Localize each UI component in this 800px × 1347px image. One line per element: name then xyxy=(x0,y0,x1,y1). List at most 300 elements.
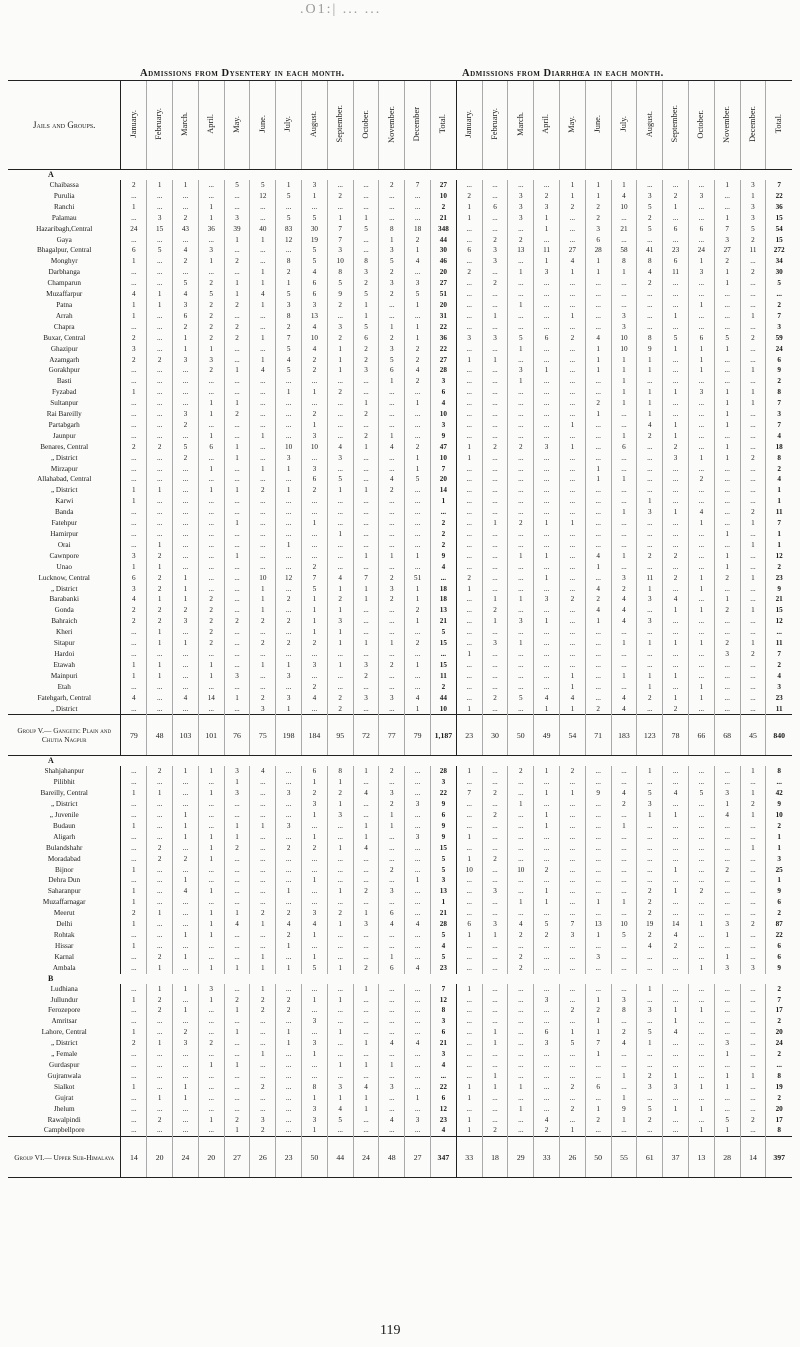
diarrhoea-month-cell: 1 xyxy=(663,1104,689,1115)
dysentery-month-cell: 4 xyxy=(121,289,147,300)
diarrhoea-month-cell: ... xyxy=(663,518,689,529)
diarrhoea-month-cell: ... xyxy=(508,507,534,518)
diarrhoea-month-cell: ... xyxy=(585,529,611,540)
diarrhoea-month-cell: 3 xyxy=(482,256,508,267)
dysentery-month-cell: ... xyxy=(173,376,199,387)
dysentery-month-cell: ... xyxy=(224,420,250,431)
jail-row xyxy=(8,267,792,278)
dysentery-month-header xyxy=(224,81,250,170)
diarrhoea-month-cell: ... xyxy=(456,682,482,693)
diarrhoea-month-cell: ... xyxy=(456,1104,482,1115)
dysentery-month-cell: ... xyxy=(121,453,147,464)
diarrhoea-month-cell: 3 xyxy=(740,963,766,974)
dysentery-month-cell: ... xyxy=(198,1125,224,1136)
diarrhoea-month-cell: ... xyxy=(688,1027,714,1038)
dysentery-total-cell: 1,187 xyxy=(431,715,457,756)
diarrhoea-month-cell: 3 xyxy=(637,1082,663,1093)
group-total-label: Group V.— Gangetic Plain and Chutia Nagpur xyxy=(8,715,121,756)
diarrhoea-total-cell: 9 xyxy=(766,799,792,810)
dysentery-month-cell: 5 xyxy=(353,322,379,333)
dysentery-month-cell: 2 xyxy=(250,908,276,919)
diarrhoea-month-cell: ... xyxy=(688,1049,714,1060)
dysentery-month-cell: ... xyxy=(147,464,173,475)
dysentery-month-cell: 1 xyxy=(302,191,328,202)
dysentery-month-cell: 1 xyxy=(302,420,328,431)
diarrhoea-month-cell: ... xyxy=(637,442,663,453)
dysentery-total-cell: 31 xyxy=(431,311,457,322)
dysentery-month-cell: 2 xyxy=(224,843,250,854)
dysentery-month-cell: ... xyxy=(147,431,173,442)
diarrhoea-month-cell: 71 xyxy=(585,715,611,756)
jail-row xyxy=(8,256,792,267)
diarrhoea-month-cell: ... xyxy=(534,638,560,649)
dysentery-month-cell: ... xyxy=(173,1049,199,1060)
dysentery-month-cell: 1 xyxy=(276,1038,302,1049)
diarrhoea-month-cell: 1 xyxy=(585,409,611,420)
dysentery-month-cell: 10 xyxy=(302,442,328,453)
diarrhoea-month-cell: 1 xyxy=(740,788,766,799)
dysentery-month-cell: ... xyxy=(173,908,199,919)
dysentery-month-cell: ... xyxy=(224,897,250,908)
dysentery-month-cell: 26 xyxy=(250,1137,276,1178)
dysentery-month-cell: 2 xyxy=(173,1027,199,1038)
diarrhoea-total-cell: 4 xyxy=(766,474,792,485)
diarrhoea-month-cell: ... xyxy=(559,584,585,595)
month-label: Total. xyxy=(438,114,448,134)
dysentery-total-cell: 10 xyxy=(431,191,457,202)
dysentery-month-cell: ... xyxy=(224,311,250,322)
jail-name: Gonda xyxy=(54,606,74,615)
diarrhoea-month-cell: 1 xyxy=(482,311,508,322)
diarrhoea-month-cell: 2 xyxy=(482,854,508,865)
dysentery-month-cell: 6 xyxy=(302,289,328,300)
diarrhoea-month-cell: ... xyxy=(534,453,560,464)
diarrhoea-month-cell: 1 xyxy=(559,788,585,799)
dysentery-month-cell: ... xyxy=(405,854,431,865)
dysentery-month-cell: ... xyxy=(224,638,250,649)
dysentery-month-cell: 4 xyxy=(302,693,328,704)
dysentery-total-cell: 15 xyxy=(431,638,457,649)
diarrhoea-month-cell: ... xyxy=(611,952,637,963)
dysentery-month-cell: ... xyxy=(353,897,379,908)
diarrhoea-total-cell: 9 xyxy=(766,365,792,376)
diarrhoea-month-cell: 1 xyxy=(688,1005,714,1016)
dysentery-month-cell: ... xyxy=(250,1038,276,1049)
dysentery-month-cell: 2 xyxy=(353,355,379,366)
dysentery-month-cell: 4 xyxy=(302,919,328,930)
dysentery-month-cell: 2 xyxy=(224,1115,250,1126)
diarrhoea-month-cell: ... xyxy=(714,518,740,529)
diarrhoea-month-cell: ... xyxy=(559,431,585,442)
jail-row xyxy=(8,682,792,693)
diarrhoea-month-cell: 1 xyxy=(482,616,508,627)
diarrhoea-month-cell: 2 xyxy=(740,453,766,464)
dysentery-month-cell: 8 xyxy=(302,1082,328,1093)
diarrhoea-month-cell: 2 xyxy=(740,267,766,278)
dysentery-month-cell: 6 xyxy=(353,333,379,344)
diarrhoea-total-cell: 6 xyxy=(766,941,792,952)
dysentery-month-cell: ... xyxy=(121,398,147,409)
dysentery-month-cell: ... xyxy=(173,235,199,246)
dysentery-month-cell: 1 xyxy=(405,1093,431,1104)
dysentery-month-cell: ... xyxy=(379,616,405,627)
month-label: November. xyxy=(386,105,396,143)
diarrhoea-month-cell: 183 xyxy=(611,715,637,756)
dysentery-month-cell: ... xyxy=(276,202,302,213)
diarrhoea-month-cell: 3 xyxy=(714,788,740,799)
dysentery-month-cell: ... xyxy=(405,952,431,963)
diarrhoea-total-cell: 11 xyxy=(766,507,792,518)
dysentery-month-cell: 2 xyxy=(173,420,199,431)
jail-row xyxy=(8,594,792,605)
dysentery-month-cell: 3 xyxy=(405,799,431,810)
dysentery-total-cell: 2 xyxy=(431,518,457,529)
dysentery-month-cell: 1 xyxy=(173,1093,199,1104)
dysentery-month-cell: 1 xyxy=(198,344,224,355)
dysentery-month-cell: 24 xyxy=(121,224,147,235)
jail-row xyxy=(8,616,792,627)
dysentery-month-cell: 3 xyxy=(327,810,353,821)
dysentery-month-cell: 1 xyxy=(198,930,224,941)
dysentery-month-cell: 4 xyxy=(173,886,199,897)
diarrhoea-header: Admissions from Diarrhœa in each month. xyxy=(462,68,664,79)
dysentery-total-cell: 4 xyxy=(431,1125,457,1136)
dysentery-month-cell: 1 xyxy=(250,1049,276,1060)
dysentery-month-cell: ... xyxy=(405,627,431,638)
dysentery-month-cell: ... xyxy=(379,1093,405,1104)
diarrhoea-month-cell: 1 xyxy=(456,704,482,715)
diarrhoea-month-cell: ... xyxy=(559,821,585,832)
diarrhoea-month-cell: ... xyxy=(740,995,766,1006)
dysentery-month-cell: 4 xyxy=(405,256,431,267)
diarrhoea-month-cell: ... xyxy=(534,843,560,854)
dysentery-month-cell: ... xyxy=(327,311,353,322)
dysentery-month-cell: 1 xyxy=(198,409,224,420)
diarrhoea-month-cell: 1 xyxy=(714,952,740,963)
diarrhoea-month-cell: ... xyxy=(611,1125,637,1136)
dysentery-month-cell: ... xyxy=(379,518,405,529)
dysentery-month-cell: ... xyxy=(379,311,405,322)
diarrhoea-month-cell: ... xyxy=(508,573,534,584)
dysentery-month-cell: ... xyxy=(327,551,353,562)
diarrhoea-month-cell: 1 xyxy=(688,693,714,704)
diarrhoea-month-cell: ... xyxy=(688,1060,714,1071)
jail-name: Pilibhit xyxy=(53,778,75,787)
dysentery-month-cell: ... xyxy=(353,1049,379,1060)
dysentery-total-cell: 30 xyxy=(431,245,457,256)
diarrhoea-month-cell: ... xyxy=(637,1125,663,1136)
dysentery-month-cell: 10 xyxy=(302,333,328,344)
dysentery-month-cell: ... xyxy=(147,810,173,821)
diarrhoea-month-cell: 1 xyxy=(482,1071,508,1082)
diarrhoea-month-cell: 123 xyxy=(637,715,663,756)
diarrhoea-month-cell: 2 xyxy=(663,442,689,453)
dysentery-month-cell: 3 xyxy=(302,799,328,810)
dysentery-month-cell: 3 xyxy=(224,671,250,682)
dysentery-month-cell: ... xyxy=(276,431,302,442)
dysentery-month-cell: 1 xyxy=(121,562,147,573)
diarrhoea-month-cell: ... xyxy=(534,671,560,682)
dysentery-month-cell: ... xyxy=(147,518,173,529)
dysentery-month-cell: ... xyxy=(405,431,431,442)
dysentery-total-cell: ... xyxy=(431,507,457,518)
dysentery-month-cell: ... xyxy=(250,1104,276,1115)
dysentery-month-cell: ... xyxy=(405,984,431,995)
diarrhoea-month-cell: 1 xyxy=(585,464,611,475)
dysentery-month-cell: ... xyxy=(405,409,431,420)
jail-name: Etah xyxy=(57,682,71,691)
diarrhoea-month-cell: ... xyxy=(482,409,508,420)
dysentery-month-cell: ... xyxy=(250,1060,276,1071)
diarrhoea-month-cell: ... xyxy=(688,213,714,224)
dysentery-month-cell: 7 xyxy=(405,180,431,191)
diarrhoea-month-cell: 1 xyxy=(688,300,714,311)
diarrhoea-month-cell: 4 xyxy=(611,788,637,799)
dysentery-month-cell: 1 xyxy=(353,766,379,777)
diarrhoea-month-cell: ... xyxy=(714,365,740,376)
diarrhoea-month-cell: 2 xyxy=(714,605,740,616)
dysentery-month-cell: 24 xyxy=(173,1137,199,1178)
diarrhoea-month-cell: 2 xyxy=(663,551,689,562)
dysentery-month-cell: 2 xyxy=(302,788,328,799)
diarrhoea-month-cell: 2 xyxy=(534,191,560,202)
diarrhoea-month-cell: 1 xyxy=(714,398,740,409)
diarrhoea-month-cell: ... xyxy=(663,485,689,496)
diarrhoea-month-cell: 1 xyxy=(714,267,740,278)
dysentery-month-cell: ... xyxy=(405,191,431,202)
jail-name: Ambala xyxy=(52,963,76,972)
dysentery-month-cell: ... xyxy=(405,213,431,224)
diarrhoea-month-cell: ... xyxy=(508,496,534,507)
diarrhoea-month-cell: ... xyxy=(456,995,482,1006)
jail-row xyxy=(8,387,792,398)
diarrhoea-month-cell: ... xyxy=(663,766,689,777)
diarrhoea-month-cell: ... xyxy=(688,777,714,788)
dysentery-month-cell: 1 xyxy=(147,671,173,682)
diarrhoea-month-cell: ... xyxy=(663,984,689,995)
diarrhoea-month-cell: ... xyxy=(688,289,714,300)
diarrhoea-month-cell: 1 xyxy=(456,1093,482,1104)
dysentery-month-cell: ... xyxy=(302,551,328,562)
dysentery-month-cell: 7 xyxy=(276,333,302,344)
diarrhoea-month-cell: ... xyxy=(482,507,508,518)
diarrhoea-month-cell: ... xyxy=(740,1038,766,1049)
diarrhoea-month-header xyxy=(637,81,663,170)
dysentery-month-cell: ... xyxy=(327,376,353,387)
dysentery-month-cell: ... xyxy=(379,984,405,995)
dysentery-month-cell: 1 xyxy=(173,1005,199,1016)
dysentery-month-cell: ... xyxy=(353,1071,379,1082)
dysentery-month-cell: 1 xyxy=(147,300,173,311)
dysentery-month-cell: ... xyxy=(327,562,353,573)
diarrhoea-month-cell: ... xyxy=(508,1060,534,1071)
dysentery-month-cell: 1 xyxy=(353,594,379,605)
dysentery-month-cell: ... xyxy=(224,245,250,256)
jail-name: Karnal xyxy=(54,952,74,961)
diarrhoea-month-cell: ... xyxy=(714,474,740,485)
dysentery-month-cell: ... xyxy=(147,941,173,952)
dysentery-month-cell: 3 xyxy=(250,704,276,715)
diarrhoea-month-cell: 3 xyxy=(534,594,560,605)
jail-row xyxy=(8,671,792,682)
diarrhoea-month-cell: 3 xyxy=(456,333,482,344)
diarrhoea-month-cell: ... xyxy=(508,1016,534,1027)
jail-row xyxy=(8,638,792,649)
diarrhoea-month-cell: 3 xyxy=(482,245,508,256)
dysentery-month-cell: 184 xyxy=(302,715,328,756)
diarrhoea-month-cell: ... xyxy=(482,766,508,777)
dysentery-total-cell: 14 xyxy=(431,485,457,496)
diarrhoea-month-cell: 10 xyxy=(611,202,637,213)
diarrhoea-month-cell: 1 xyxy=(688,919,714,930)
dysentery-month-cell: ... xyxy=(121,518,147,529)
diarrhoea-month-cell: ... xyxy=(534,311,560,322)
diarrhoea-month-cell: ... xyxy=(663,289,689,300)
diarrhoea-month-cell: ... xyxy=(585,843,611,854)
dysentery-month-cell: ... xyxy=(276,865,302,876)
diarrhoea-month-cell: 6 xyxy=(663,256,689,267)
diarrhoea-month-cell: ... xyxy=(740,1005,766,1016)
section-label-row xyxy=(8,756,792,767)
dysentery-month-cell: ... xyxy=(250,627,276,638)
dysentery-month-cell: ... xyxy=(302,704,328,715)
diarrhoea-month-cell: 4 xyxy=(611,191,637,202)
diarrhoea-month-cell: ... xyxy=(714,464,740,475)
diarrhoea-month-cell: ... xyxy=(637,627,663,638)
dysentery-month-cell: 1 xyxy=(121,202,147,213)
dysentery-month-cell: 1 xyxy=(173,1082,199,1093)
dysentery-month-cell: ... xyxy=(250,1027,276,1038)
diarrhoea-total-cell: 8 xyxy=(766,1125,792,1136)
jail-row xyxy=(8,799,792,810)
dysentery-month-cell: 1 xyxy=(276,540,302,551)
dysentery-month-cell: 10 xyxy=(327,256,353,267)
dysentery-total-cell: 1 xyxy=(431,897,457,908)
dysentery-month-cell: 1 xyxy=(224,963,250,974)
dysentery-month-cell: ... xyxy=(353,627,379,638)
diarrhoea-total-cell: ... xyxy=(766,627,792,638)
dysentery-month-cell: 1 xyxy=(121,496,147,507)
dysentery-month-cell: ... xyxy=(405,908,431,919)
diarrhoea-month-cell: ... xyxy=(714,682,740,693)
dysentery-month-cell: ... xyxy=(147,682,173,693)
diarrhoea-total-cell: 22 xyxy=(766,191,792,202)
diarrhoea-month-cell: 1 xyxy=(559,1125,585,1136)
dysentery-month-cell: ... xyxy=(224,344,250,355)
diarrhoea-month-cell: ... xyxy=(740,562,766,573)
diarrhoea-month-cell: ... xyxy=(482,365,508,376)
diarrhoea-month-cell: ... xyxy=(559,897,585,908)
dysentery-month-cell: 1 xyxy=(198,1060,224,1071)
diarrhoea-month-cell: ... xyxy=(482,551,508,562)
dysentery-month-cell: ... xyxy=(302,1060,328,1071)
diarrhoea-month-cell: 1 xyxy=(637,682,663,693)
jail-row xyxy=(8,649,792,660)
group-total-row xyxy=(8,1137,792,1178)
dysentery-month-cell: 7 xyxy=(302,573,328,584)
dysentery-month-cell: 10 xyxy=(276,442,302,453)
section-spacer xyxy=(121,170,792,181)
diarrhoea-month-cell: 2 xyxy=(559,1005,585,1016)
dysentery-month-cell: 3 xyxy=(224,213,250,224)
dysentery-month-cell: ... xyxy=(121,213,147,224)
diarrhoea-month-cell: 1 xyxy=(663,420,689,431)
diarrhoea-month-cell: ... xyxy=(663,235,689,246)
jail-name: Dehra Dun xyxy=(48,876,81,885)
dysentery-month-cell: 3 xyxy=(276,788,302,799)
diarrhoea-month-cell: ... xyxy=(559,224,585,235)
dysentery-month-cell: ... xyxy=(250,311,276,322)
diarrhoea-month-cell: ... xyxy=(688,984,714,995)
dysentery-month-cell: 1 xyxy=(224,278,250,289)
jail-name: Benares, Central xyxy=(40,442,89,451)
jail-name: Lucknow, Central xyxy=(38,573,90,582)
dysentery-month-cell: 72 xyxy=(353,715,379,756)
dysentery-month-cell: 1 xyxy=(302,387,328,398)
diarrhoea-month-cell: ... xyxy=(456,474,482,485)
diarrhoea-month-cell: 1 xyxy=(611,387,637,398)
diarrhoea-month-cell: ... xyxy=(559,638,585,649)
dysentery-month-cell: 2 xyxy=(379,180,405,191)
dysentery-month-cell: ... xyxy=(379,507,405,518)
diarrhoea-month-cell: 2 xyxy=(637,908,663,919)
dysentery-month-cell: ... xyxy=(405,649,431,660)
dysentery-month-cell: 2 xyxy=(327,788,353,799)
diarrhoea-month-cell: ... xyxy=(456,1027,482,1038)
diarrhoea-month-cell: 1 xyxy=(456,766,482,777)
jail-name: Orai xyxy=(57,540,71,549)
diarrhoea-month-cell: ... xyxy=(740,1027,766,1038)
diarrhoea-month-cell: ... xyxy=(663,213,689,224)
dysentery-month-cell: ... xyxy=(405,886,431,897)
month-label: August. xyxy=(644,110,654,138)
diarrhoea-total-cell: 9 xyxy=(766,584,792,595)
dysentery-month-cell: 1 xyxy=(327,1060,353,1071)
dysentery-total-cell: 23 xyxy=(431,1115,457,1126)
dysentery-month-cell: ... xyxy=(147,649,173,660)
jail-row xyxy=(8,562,792,573)
diarrhoea-month-cell: ... xyxy=(559,854,585,865)
diarrhoea-month-cell: 2 xyxy=(611,799,637,810)
diarrhoea-month-cell: ... xyxy=(714,322,740,333)
dysentery-month-cell: 8 xyxy=(353,256,379,267)
dysentery-month-cell: 4 xyxy=(302,322,328,333)
dysentery-month-cell: ... xyxy=(173,649,199,660)
dysentery-month-cell: 6 xyxy=(173,311,199,322)
dysentery-month-header xyxy=(327,81,353,170)
diarrhoea-month-cell: 1 xyxy=(688,573,714,584)
dysentery-month-cell: ... xyxy=(327,897,353,908)
diarrhoea-month-cell: ... xyxy=(740,984,766,995)
jail-name: Saharanpur xyxy=(47,887,81,896)
dysentery-month-cell: ... xyxy=(250,671,276,682)
dysentery-month-cell: 23 xyxy=(276,1137,302,1178)
diarrhoea-month-cell: 3 xyxy=(663,453,689,464)
diarrhoea-month-cell: ... xyxy=(534,431,560,442)
diarrhoea-month-cell: 3 xyxy=(663,1082,689,1093)
diarrhoea-total-cell: 7 xyxy=(766,311,792,322)
dysentery-month-cell: ... xyxy=(147,376,173,387)
jail-name: „ District xyxy=(50,704,78,713)
page-number: 119 xyxy=(380,1323,401,1338)
dysentery-month-cell: 2 xyxy=(302,409,328,420)
dysentery-month-cell: ... xyxy=(276,810,302,821)
diarrhoea-month-cell: 1 xyxy=(456,584,482,595)
table-body xyxy=(8,170,792,1178)
diarrhoea-month-cell: 1 xyxy=(508,594,534,605)
dysentery-month-cell: ... xyxy=(276,1125,302,1136)
dysentery-month-cell: ... xyxy=(250,453,276,464)
